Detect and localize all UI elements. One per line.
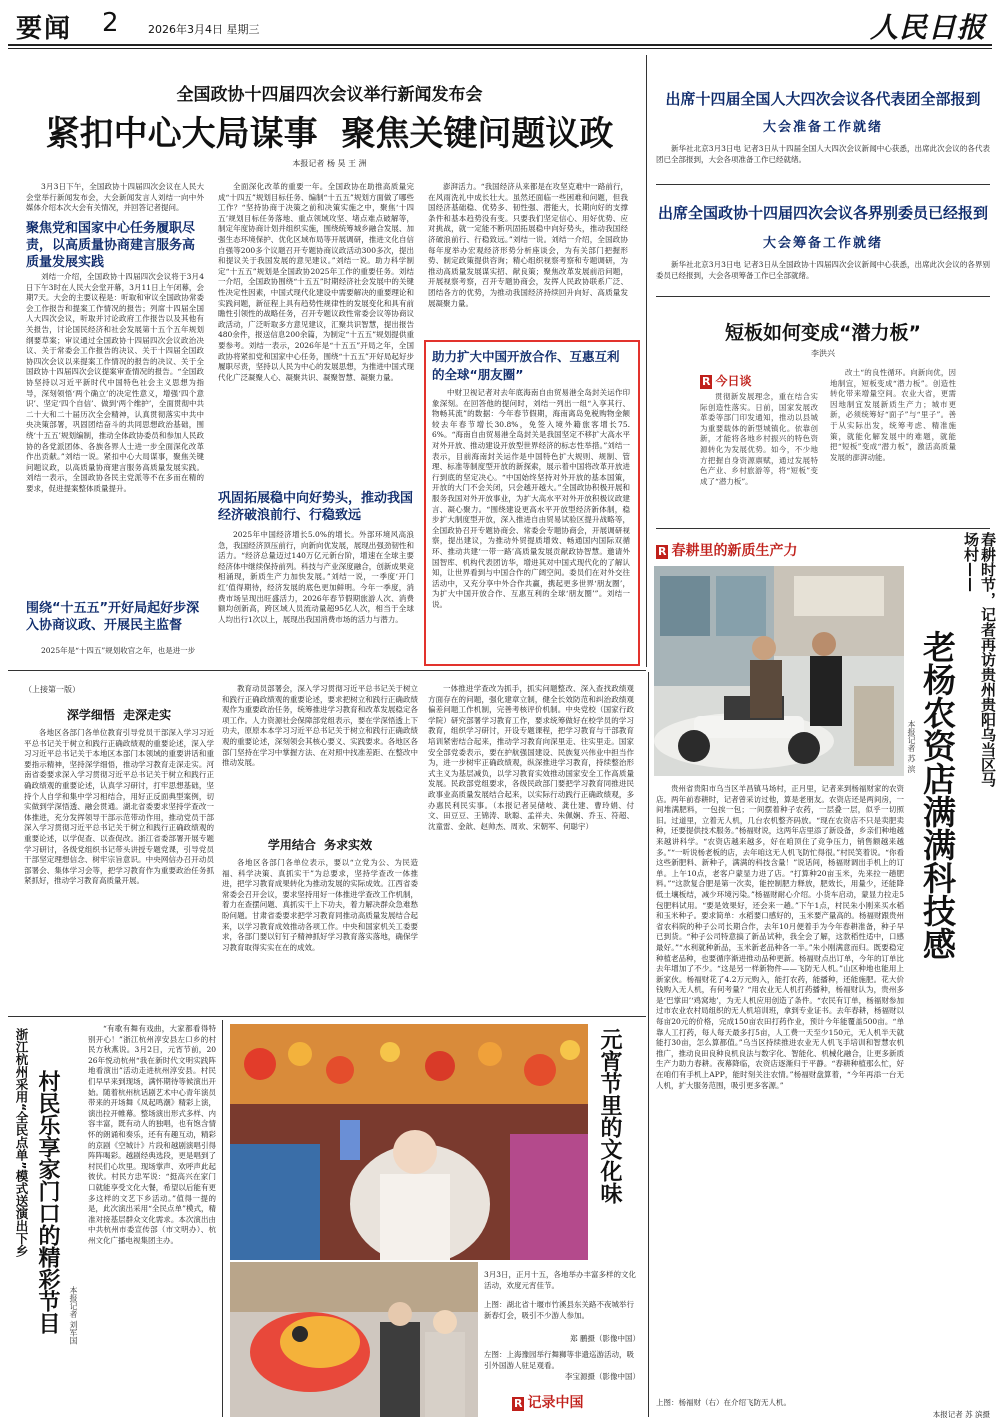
commentary-col2: 改土“的良性循环。向新向优，因地制宜，短板变成“潜力板”。创造性转化带来增量空间。农业大省，更需因地制宜发展新质生产力；城市更新，必须统筹好“面子”与“里子”。善于从实际出发，统筹考虑、精准施策，就能化解发展中的难题，就能把“短板”变成“潜力板”，激活高质量发展的澎湃动能。 <box>830 368 956 462</box>
lead-col1-tail: 2025年是“十四五”规划收官之年，也是进一步 <box>41 646 196 655</box>
lantern-column-tag: R 记录中国 <box>514 1395 584 1411</box>
lead-col1-intro: 3月3日下午，全国政协十四届四次会议在人民大会堂举行新闻发布会，大会新闻发言人刘结一向中外媒体介绍本次大会有关情况，并回答记者提问。 <box>26 182 204 213</box>
village-vertical-title: 村民乐享家门口的精彩节目 <box>35 1070 60 1334</box>
village-vertical-kicker: 浙江杭州采用“全民点单”模式送演出下乡 <box>14 1028 29 1257</box>
right1-title: 出席十四届全国人大四次会议各代表团全部报到 <box>665 90 981 108</box>
column-tag-icon: R <box>514 1397 523 1410</box>
lantern-photo-bottom <box>230 1262 478 1417</box>
lantern-caption2-credit: 李宝源摄（影像中国） <box>565 1372 640 1381</box>
spring-vertical-kicker: 春耕时节，记者再访贵州贵阳乌当区马场村—— <box>962 532 997 787</box>
commentary-column-tag: R 今日谈 <box>702 374 752 388</box>
village-body: “有歌有舞有戏曲，大家都看得特别开心！”浙江杭州淳安县左口乡的村民方秋燕说。3月2日，元宵节前，2026年悦动杭州“我在新时代文明实践阵地看演出”活动走进杭州淳安县。村民们早早来到现场，满怀期待等候演出开始。随着杭州杭话剧艺术中心青年演员带来的开场舞《凤起鸣潮》精彩上演，演出拉开帷幕。整场演出形式多样、内容丰富，既有动人的独唱，也有饱含情怀的朗诵和奏乐，还有有趣互动，精彩的京剧《空城计》片段和越剧演唱引得阵阵喝彩。越剧经典选段，更是唱到了村民们心坎里。现场掌声、欢呼声此起彼伏。村民方忠军说：“挺高兴在家门口就能享受文化大餐，希望以后能有更多这样的文艺下乡活动。”值得一提的是，此次演出采用“全民点单”模式，精准对接基层群众文化需求。本次演出由中共杭州市委宣传部（市文明办）、杭州文化广播电视集团主办。 <box>88 1024 216 1245</box>
lead-sub1: 聚焦党和国家中心任务履职尽责，以高质量协商建言服务高质量发展实践 <box>26 221 196 270</box>
spring-caption-credit: 本报记者 苏 滨摄 <box>932 1410 990 1419</box>
lion-dance-image <box>230 1262 478 1417</box>
continued-col1: 各地区各部门各单位教育引导党员干部深入学习习近平总书记关于树立和践行正确政绩观的重要论述，深入学习习近平总书记关于本地区本部门本领域的重要讲话和重要指示精神，坚持深学细悟，推动学习教育走深走实。河南省委要求深入学习贯彻习近平总书记关于树立和践行正确政绩观的重要论述，认真学习研讨，打牢思想基础，坚持个人自学和集中学习相结合，用好正反面典型案例，切实做到学深悟透、融会贯通。湖北省委要求坚持学查改一体推进，充分发挥领导干部示范带动作用，推动党员干部深入学习贯彻习近平总书记关于树立和践行正确政绩观的重要论述，以学促查、以查促改。浙江省委部署开展专题学习研讨，各级党组织书记带头讲授专题党课，引导党员干部坚定理想信念、树牢宗旨意识。中央网信办召开动员部署会、集体学习会等，把学习教育作为重要政治任务抓紧抓好，推动学习教育高质量开展。 <box>24 728 214 886</box>
paper-logo: 人民日报 <box>869 11 986 44</box>
lantern-intro: 3月3日，正月十五，各地举办丰富多样的文化活动，欢度元宵佳节。 <box>484 1270 637 1290</box>
spring-photo <box>654 566 904 776</box>
lantern-caption1: 上图：湖北省十堰市竹溪县东关路不夜城举行新春灯会，吸引不少游人参加。 <box>484 1300 634 1320</box>
lead-col1-body: 刘结一介绍，全国政协十四届四次会议将于3月4日下午3时在人民大会堂开幕，3月11日上午闭幕，会期7天。大会的主要议程是：听取和审议全国政协常委会工作报告和提案工作情况的报告；列席十四届全国人大四次会议，听取并讨论政府工作报告以及其他有关报告，讨论国民经济和社会发展第十五个五年规划纲要草案；审议通过全国政协十四届四次会议政治决议、关于常委会工作报告的决议、关于十四届全国政协四次会议以来提案工作情况的报告的决议、关于全国政协十四届四次会议提案审查情况的报告。“全国政协坚持以习近平新时代中国特色社会主义思想为指导，深刻领悟‘两个确立’的决定性意义，增强‘四个意识’、坚定‘四个自信’、做到‘两个维护’，全面贯彻中共二十大和二十届历次全会精神，认真贯彻落实中共中央决策部署，巩固团结奋斗的共同思想政治基础，围绕‘十五五’规划编制，推动全体政协委员和参加人民政协的各党派团体、各族各界人士进一步全面深化改革作出贡献。”刘结一说。紧扣中心大局谋事，聚焦关键问题议政，以高质量协商建言服务高质量发展实践。刘结一表示，全国政协各民主党派等不在多而在精的要求，促进提案整体质量提升。 <box>26 272 204 493</box>
right1-body: 新华社北京3月3日电 记者3日从十四届全国人大四次会议新闻中心获悉，出席此次会议的各代表团已全部报到，大会各项准备工作已经就绪。 <box>656 144 990 164</box>
masthead <box>8 6 992 46</box>
lead-sub2: 围绕“十五五”开好局起好步深入协商议政、开展民主监督 <box>26 601 200 633</box>
spring-caption: 上图：杨福财（右）在介绍飞防无人机。 <box>656 1398 791 1407</box>
continued-marker: （上接第一版） <box>24 685 80 694</box>
spring-byline: 本报记者 苏 滨 <box>907 720 916 774</box>
continued-col2b: 各地区各部门各单位表示，要以“立党为公、为民造福、科学决策、真抓实干”为总要求，坚持学查改一体推进，把学习教育成果转化为推动发展的实际成效。江西省委常委会召开会议，要求坚持用好一体推进学查改工作机制，着力在查摆问题、真抓实干上下功夫，着力解决群众急难愁盼问题。甘肃省委要求把学习教育同推动高质量发展结合起来，以学习教育成效推动各项工作。中央和国家机关工委要求，各部门要以钉钉子精神抓好学习教育落实落地，确保学习教育取得实实在在的成效。 <box>222 858 418 952</box>
lead-sub3: 巩固拓展稳中向好势头，推动我国经济破浪前行、行稳致远 <box>218 491 414 523</box>
continued-sub2: 学用结合 务求实效 <box>267 838 373 852</box>
lantern-caption2: 左图：上海豫园举行舞狮等非遗巡游活动，吸引外国游人驻足观看。 <box>484 1350 634 1370</box>
continued-col3: 一体推进学查改为抓手，抓实问题整改、深入查找政绩观方面存在的问题，强化建章立制，健全长效防范和纠治政绩观偏差问题工作机制，完善考核评价机制。中央党校（国家行政学院）研究部署学习教育工作，要求统筹做好在校学员的学习教育，组织学习研讨，开设专题课程，把学习教育与干部教育培训紧密结合起来，推动学习教育向深里走、往实里走。国家安全部党委表示，要在护航强国建设、民族复兴伟业中担当作为，进一步树牢正确政绩观，纵深推进学习教育，持续整治形式主义为基层减负，以学习教育实效推动国家安全工作高质量发展。民政部党组要求，各级民政部门要把学习教育同推进民政事业高质量发展结合起来，以实际行动践行正确政绩观，多办惠民利民实事。（本报记者吴储岐、龚仕建、曹玲娟、付文、田豆豆、王锦涛、耿聪、孟祥夫、朱佩娴、乔玉、符超、沈童雷、金歆、赵帅杰、周欢、宋朝军、何聪宇） <box>428 684 634 831</box>
issue-date: 2026年3月4日 星期三 <box>148 23 260 36</box>
section-name: 要闻 <box>16 14 73 44</box>
village-byline: 本报记者 刘军国 <box>69 1286 78 1345</box>
lantern-vertical-title: 元宵节里的文化味 <box>597 1028 622 1204</box>
highlight-body: 中财卫视记者对去年底海南自由贸易港全岛封关运作印象深刻。在回答他的提问时，刘结一列出一组“入享其行、物畅其流”的数据：今年春节假期，海南离岛免税购物金额较去年春节增长30.8%，免签入境外籍旅客增长75.6%。“海南自由贸易港全岛封关是我国坚定不移扩大高水平对外开放、推动建设开放型世界经济的标志性举措。”刘结一表示，目前海南封关运作是中国特色扩大规则、规制、管理、标准等制度型开放的新探索，展示着中国将改革开放进行到底的坚定决心。“中国始终坚持对外开放的基本国策，开放的大门不会关闭，只会越开越大。”全国政协积极开展和服务我国对外开放事业，为扩大高水平对外开放积极议政建言、凝心聚力。“围绕建设更高水平开放型经济新体制，稳步扩大制度型开放，深入推进自由贸易试验区提升战略等，全国政协召开专题协商会、常委会专题协商会，开展调研视察，提出建议，为推动外贸提质增效、畅通国内国际双循环、推动共建‘一带一路’高质量发展贡献政协智慧。邀请外国智库、机构代表团访华，增进其对中国式现代化的了解认知，让世界看到与中国合作的广阔空间。委员们在对外交往活动中，又充分享中外合作共赢，携起更多世界‘朋友圈’，为扩大中国开放合作、互惠互利的全球‘朋友圈’”。刘结一说。 <box>432 388 630 609</box>
right2-body: 新华社北京3月3日电 记者3日从全国政协十四届四次会议新闻中心获悉，出席此次会议的各界别委员已经报到，大会各项筹备工作已全部就绪。 <box>656 260 990 280</box>
right2-title: 出席全国政协十四届四次会议各界别委员已经报到 <box>657 204 988 222</box>
page-number: 2 <box>102 8 119 38</box>
lantern-festival-image <box>230 1024 588 1260</box>
commentary-col1: 贯彻新发展理念，重在结合实际创造性落实。日前，国家发展改革委等部门印发通知，推动以县城为重要载体的新型城镇化。依靠创新，才能将各地乡村振兴的特色资源转化为发展优势。如今，不少地方把握自身资源禀赋，通过发展特色产业、乡村旅游等，将“短板”变成了“潜力板”。 <box>700 392 818 486</box>
column-tag-icon: R <box>658 545 667 558</box>
lead-byline: 本报记者 杨 昊 王 洲 <box>292 159 367 168</box>
commentary-title: 短板如何变成“潜力板” <box>725 322 921 344</box>
right1-subtitle: 大会准备工作就绪 <box>762 120 883 135</box>
continued-col2: 教育动员部署会，深入学习贯彻习近平总书记关于树立和践行正确政绩观的重要论述，要求把树立和践行正确政绩观作为重要政治任务，统筹推进学习教育和改革发展稳定各项工作。人力资源社会保障部党组表示，要在学深悟透上下功夫，原原本本学习习近平总书记关于树立和践行正确政绩观的重要论述，深刻领会其核心要义、实践要求。各地区各部门坚持在学习中掌握方法、在对照中找准差距、在整改中推动发展。 <box>222 684 418 768</box>
commentary-byline: 李洪兴 <box>811 349 835 358</box>
lead-col2-body: 全面深化改革的重要一年。全国政协在助推高质量完成“十四五”规划目标任务、编制“十五五”规划方面做了哪些工作？“坚持协商于决策之前和决策实施之中，聚焦‘十四五’规划目标任务落地、重点领域攻坚、堵点难点破解等，制定年度协商计划并组织实施，围绕统筹城乡融合发展、加强生态环境保护、优化区域布局等开展调研，推进文化自信自强等200多个议题召开专题协商议政活动300多次，提出和提议关于我国发展的意见建议。”刘结一说。助力科学制定“十五五”规划是全国政协2025年工作的重要任务。刘结一介绍，全国政协围绕“十五五”时期经济社会发展中的关键性决定性因素，中国式现代化建设中需要解决的重要理论和实践问题，新征程上具有趋势性规律性的发展变化和具有前瞻性引领性的战略任务，召开专题议政性常委会议等协商议政活动，广泛听取多方意见建议，汇聚共识智慧，提出报告480余件，报送信息200余篇，为制定“十五五”规划提供重要参考。刘结一表示，2026年是“十五五”开局之年，全国政协将紧扣党和国家中心任务，围绕“十五五”开好局起好步履职尽责，坚持以人民为中心的发展思想，为推进中国式现代化广泛凝聚人心、凝聚共识、凝聚智慧、凝聚力量。 <box>218 182 414 382</box>
lead-col3-body: 澎湃活力。“我国经济从来都是在攻坚克难中一路前行，在风雨洗礼中成长壮大。虽然还面临一些困难和问题，但我国经济基础稳、优势多、韧性强、潜能大，长期向好的支撑条件和基本趋势没有变。只要我们坚定信心、用好优势、应对挑战，就一定能不断巩固拓展稳中向好势头，推动我国经济破浪前行、行稳致远。”刘结一说。刘结一介绍，全国政协每年度举办宏观经济形势分析座谈会，为有关部门把握形势、制定政策提供咨询；精心组织视察考察和专题调研，为推动高质量发展谋实招、献良策；聚焦改革发展前沿问题，开展视察考察，召开专题协商会，发挥人民政协联系广泛、团结各方的优势，为推动我国经济持续回升向好、高质量发展凝聚力量。 <box>428 182 628 308</box>
spring-column-tag: R 春耕里的新质生产力 <box>658 543 798 559</box>
highlight-title: 助力扩大中国开放合作、互惠互利的全球“朋友圈” <box>432 349 620 382</box>
continued-sub1: 深学细悟 走深走实 <box>66 708 172 722</box>
lead-title: 紧扣中心大局谋事 聚焦关键问题议政 <box>45 114 614 154</box>
farm-shop-image <box>654 566 904 776</box>
spring-vertical-title: 老杨农资店满满科技感 <box>918 630 957 960</box>
column-tag-icon: R <box>702 375 711 388</box>
spring-body: 贵州省贵阳市乌当区羊昌镇马场村，正月里，记者来到杨福财家的农资店。两年前春耕时，记者曾采访过他，算是老朋友。农资店还是两间房，一间堆满肥料，一包挨一包；一间摆着种子农药，一层叠一层，似乎一切照旧。过道里，立着无人机，几台农机整齐码放。“现在农资店不只是卖肥卖种，还要提供技术服务。”杨福财说，这两年店里添了新设备，乡亲们种地越来越讲科学。“农资店越来越多，好在咱顶住了竞争压力，销售额越来越多。”“一听说杨老板的店，去年咱这无人机飞防忙得很。”村民笑着说。“你看这些新肥料、新种子，满满的科技含量！”说话间，杨福财调出手机上的订单。上午10点，老客户蒙显力进了店。“打算种20亩玉米，先来拉一趟肥料。”“这款复合肥是第一次卖，能控制肥力释放，肥效长，用量少，还能降低土壤板结，减少环境污染。”杨福财耐心介绍。小货车启动，蒙显力拉走5包肥料试用。“要是效果好，还会来一趟。”下午1点，村民朱小刚来买水稻和玉米种子。要求简单：水稻要口感好的，玉米要产量高的。杨福财跟贵州省农科院的种子公司长期合作，去年10月便着手为今年春耕准备，种子早已到货。“种子公司特意搞了新品试种，我全会了解，这款稻性适中，口感最好。”“水利就种新品，玉米新老品种各一半。”朱小刚满意而归。既要稳定种植老品种，也要循序渐进推动品种更新。杨福财点出订单，今年的订单比去年增加了不少。“这是另一样新物件——飞防无人机。”山区种地也能用上新家伙。杨福财花了4.2万元购入，能打农药，能播种，还能施肥。花大价钱购入无人机，有何考量？“用农业无人机打药播种，杨福财认为，贵州多是‘巴掌田’‘鸡窝地’，为无人机应用创造了条件。“农民有订单，杨福财参加过市农业农村局组织的无人机培训班，拿到专业证书。去年春耕，杨福财以每亩20元的价格，完成150亩农田打药作业，预计今年能覆盖500亩。“单靠人工打药，每人每天最多打5亩，人工费一天至少150元，无人机半天就能打30亩，怎么算都值。”乌当区持续推进农业无人机飞手培训和智慧农机推广，推动良田良种良机良法与数字化、智能化、机械化融合，让更多新质生产力助力春耕。夜幕降临，农资店逐渐归于平静。“春耕种植那么忙，好在咱们有手机上APP，能时刻关注农情。”杨福财盘算着，“今年再添一台无人机，扩大服务范围，吸引更多客源。” <box>656 784 904 1090</box>
lead-kicker: 全国政协十四届四次会议举行新闻发布会 <box>176 85 483 105</box>
lead-col2-tail: 2025年中国经济增长5.0%的增长。外部环境风高浪急，我国经济顶压前行，向新向优发展，展现出强劲韧性和活力。“经济总量迈过140万亿元新台阶，增速在全球主要经济体中继续保持前列。科技与产业深度融合，创新成果竞相涌现，新质生产力加快发展。”刘结一说，一季度‘开门红’值得期待，经济发展的底色更加鲜明。今年一季度，消费市场呈现出旺盛活力，2026年春节假期旅游人次、消费额均创新高，跨区域人员流动量超95亿人次，相当于全球人均出行1次以上，展现出我国消费市场的活力与潜力。 <box>218 530 414 624</box>
lantern-caption1-credit: 郑 鹏摄（影像中国） <box>570 1334 640 1343</box>
lantern-photo-top <box>230 1024 588 1260</box>
right2-subtitle: 大会筹备工作就绪 <box>762 236 883 251</box>
